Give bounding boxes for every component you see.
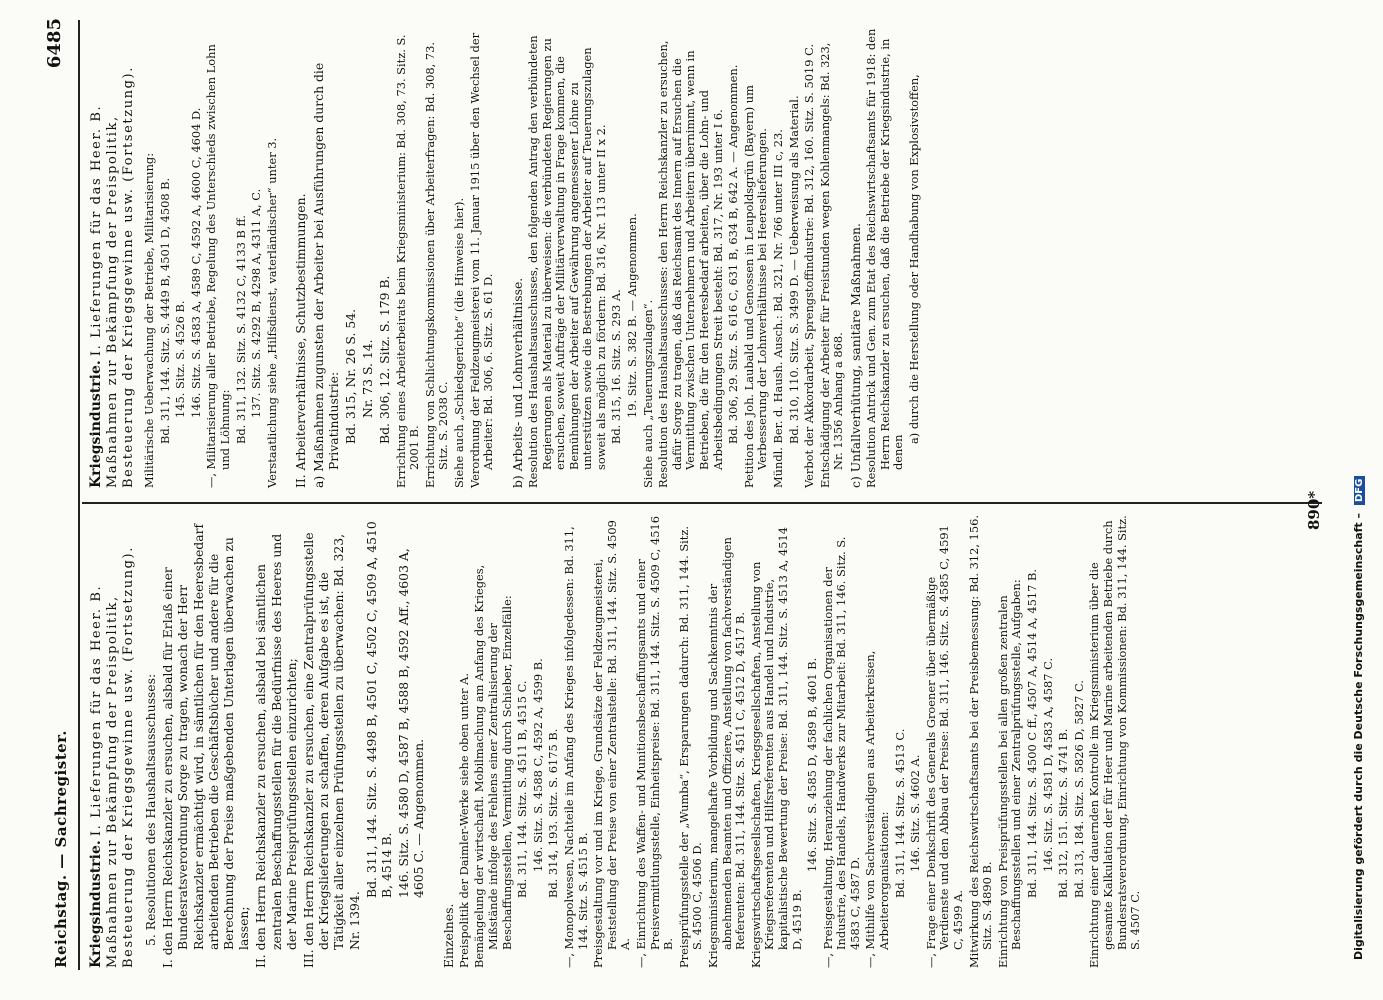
- right-entry: Resolution Antrick und Gen. zum Etat des Reichswirtschaftsamts für 1918: den Herrn Reichskanzler zu ersuchen, daß die Betriebe der Kriegsindustrie, in denen: [864, 28, 906, 488]
- right-entry: Bd. 306, 29. Sitz. S. 616 C, 631 B, 634 B, 642 A. — Angenommen.: [726, 64, 741, 444]
- right-entry: Verstaatlichung siehe „Hilfsdienst, vaterländischer“ unter 3.: [264, 137, 279, 488]
- right-entry: Nr. 73 S. 14.: [360, 339, 376, 418]
- right-entry: Mündl. Ber. d. Haush. Ausch.: Bd. 321, Nr. 766 unter III c, 23.: [771, 129, 786, 488]
- sheet-number: 890*: [1305, 490, 1323, 530]
- left-entry: I. den Herrn Reichskanzler zu ersuchen, alsbald für Erlaß einer Bundesratsverordnung Sorge zu tragen, wonach der Herr Reichskanzler ermächtigt wird, in sämtlichen für den Heeresbedarf arbeitenden Betrieben die Geschäftsbücher und andere für die Berechnung der Preise maßgebenden Unterlagen überwachen zu lassen;: [160, 523, 252, 968]
- left-entry: III. den Herrn Reichskanzler zu ersuchen, eine Zentralprüfungsstelle der Kriegslieferungen zu schaffen, deren Aufgabe es ist, die Tätigkeit aller einzelnen Prüfungsstellen zu überwachen: Bd. 323, Nr. 1394.: [301, 532, 362, 968]
- left-entry: Bd. 314, 193. Sitz. S. 6175 B.: [546, 728, 561, 898]
- right-entry: Militärische Ueberwachung der Betriebe, Militarisierung:: [142, 152, 156, 488]
- right-entry: Entschädigung der Arbeiter für Freistunden wegen Kohlenmangels: Bd. 323, Nr. 1356 Anhang a 868.: [817, 42, 846, 488]
- right-entry: II. Arbeiterverhältnisse, Schutzbestimmungen.: [293, 193, 309, 488]
- right-entry: 145. Sitz. S. 4526 B.: [173, 300, 188, 418]
- left-entry: Einrichtung einer dauernden Kontrolle im Kriegsministerium über die gesamte Kalkulation der für Heer und Marine arbeitenden Betriebe durch Bundesratsverordnung, Einrichtung von Kommissionen: Bd. 311, 144. Sitz. S. 4507 C.: [1087, 515, 1143, 968]
- column-divider: [82, 502, 1322, 504]
- right-entry: Bd. 315, Nr. 26 S. 54.: [342, 308, 358, 444]
- left-entries: [143, 513, 1143, 968]
- left-entry: [429, 513, 439, 968]
- left-entry: 146. Sitz. S. 4585 D, 4589 B, 4601 B.: [805, 657, 820, 872]
- right-entry: [498, 28, 508, 488]
- left-entry: Bd. 312, 151. Sitz. S. 4741 B.: [1056, 728, 1071, 898]
- left-entry: Einzelnes.: [440, 903, 456, 968]
- header-left: [52, 730, 70, 968]
- right-entry: Errichtung von Schlichtungskommissionen über Arbeiterfragen: Bd. 308, 73. Sitz. S. 2038 C.: [422, 42, 451, 488]
- left-entry: —, Preisgestaltung, Heranziehung der fachlichen Organisationen der Industrie, des Handels, Handwerks zur Mitarbeit: Bd. 311, 146. Sitz. S. 4583 C, 4587 D.: [820, 536, 862, 968]
- page-header: [0, 0, 80, 1000]
- right-entry: 19. Sitz. S. 382 B. — Angenommen.: [625, 213, 640, 418]
- left-entry: —, Frage einer Denkschrift des Generals Groener über übermäßige Verdienste und den Abbau der Preise: Bd. 311, 146. Sitz. S. 4585 C, 4591 C, 4599 A.: [923, 525, 966, 968]
- right-entry: b) Arbeits- und Lohnverhältnisse.: [509, 277, 525, 488]
- header-rule: [78, 20, 80, 970]
- right-entry: Verbot der Akkordarbeit, Sprengstoffindustrie: Bd. 312, 160. Sitz. S. 5019 C.: [802, 43, 817, 488]
- left-heading-bold: Kriegsindustrie.: [88, 840, 104, 968]
- left-heading: [88, 513, 137, 968]
- left-entry: Preispolitik der Daimler-Werke siehe oben unter A.: [456, 673, 471, 968]
- right-entry: Petition des Joh. Laubald und Genossen in Leupoldsgrün (Bayern) um Verbesserung der Lohnverhältnisse bei Heereslieferungen.: [741, 85, 770, 488]
- left-entry: Kriegswirtschaftsgesellschaften, Kriegsgesellschaften, Anstellung von Kriegsreferenten und Hilfsreferenten aus Handel und Industrie, kapitalistische Bewertung der Preise: Bd. 311, 144. Sitz. S. 4513 A, 4514 D, 4519 B.: [748, 527, 804, 968]
- left-entry: —, Monopolwesen, Nachteile im Anfang des Krieges infolgedessen: Bd. 311, 144. Sitz. S. 4515 B.: [562, 526, 590, 968]
- header-title: Sachregister.: [52, 730, 70, 848]
- right-entry: Bd. 306, 12. Sitz. S. 179 B.: [377, 275, 393, 444]
- right-heading-bold: Kriegsindustrie.: [88, 360, 104, 488]
- left-entry: —, Einrichtung des Waffen- und Munitionsbeschaffungsamts und einer Preisvermittlungsstelle, Einheitspreise: Bd. 311, 144. Sitz. S. 4509 C, 4516 B.: [633, 516, 676, 968]
- left-entry: Mitwirkung des Reichswirtschaftsamts bei der Preisbemessung: Bd. 312, 156. Sitz. S. 4890 B.: [966, 515, 995, 968]
- right-entry: Bd. 311, 144. Sitz. S. 4449 B, 4501 D, 4508 B.: [157, 177, 172, 444]
- right-heading-text: I. Lieferungen für das Heer. B. Maßnahmen zur Bekämpfung der Preispolitik, Besteuerung der Kriegsgewinne usw. (Fortsetzung).: [89, 66, 136, 488]
- right-entry: Resolution des Haushaltsausschusses, den folgenden Antrag den verbündeten Regierungen als Material zu überweisen: die verbündeten Regierungen zu ersuchen, soweit Aufträge der Militärverwaltung in Frage kommen, die Bemühungen der Arbeiter auf Gewährung angemessener Löhne zu unterstützen sowie die Bestrebungen der Arbeiter auf Teuerungszulagen soweit als möglich zu fördern: Bd. 316, Nr. 113 unter II x 2.: [525, 35, 608, 488]
- left-entry: Bd. 311, 144. Sitz. S. 4511 B, 4515 C.: [515, 680, 530, 898]
- left-entry: Bd. 311, 144. Sitz. S. 4500 C ff., 4507 A, 4514 A, 4517 B.: [1025, 568, 1040, 898]
- right-entry: a) durch die Herstellung oder Handhabung von Explosivstoffen,: [906, 74, 921, 444]
- left-entry: 146. Sitz. S. 4581 D, 4583 A, 4587 C.: [1040, 657, 1055, 872]
- left-entry: Bemängelung der wirtschaftl. Mobilmachung am Anfang des Krieges, Mißstände infolge des Fehlens einer Zentralisierung der Beschaffungsstellen, Vermittlung durch Schieber, Einzelfälle:: [472, 564, 514, 968]
- left-entry: Preisgestaltung vor und im Kriege, Grundsätze der Feldzeugmeisterei, Feststellung der Preise von einer Zentralstelle: Bd. 311, 144. Sitz. S. 4509 A.: [591, 520, 633, 968]
- left-entry: Preisprüfungsstelle der „Wumba“, Ersparungen dadurch: Bd. 311, 144. Sitz. S. 4500 C, 4506 D.: [676, 525, 705, 968]
- header-section: Reichstag.: [52, 874, 70, 968]
- left-entry: 5. Resolutionen des Haushaltsausschusses:: [143, 673, 158, 946]
- left-entry: 146. Sitz. S. 4602 A.: [908, 754, 923, 872]
- right-entry: Siehe auch „Teuerungszulagen“.: [640, 299, 655, 488]
- left-entry: 146. Sitz. S. 4588 C, 4592 A, 4599 B.: [530, 658, 545, 872]
- right-entry: 137. Sitz. S. 4292 B, 4298 A, 4311 A, C.: [249, 188, 264, 418]
- right-column: [88, 28, 924, 488]
- right-entry: 146. Sitz. S. 4583 A, 4589 C, 4592 A, 4600 C, 4604 D.: [188, 107, 203, 418]
- right-entry: Resolution des Haushaltsausschusses: den Herrn Reichskanzler zu ersuchen, dafür Sorge zu tragen, daß das Reichsamt des Innern auf Ersuchen die Vermittlung zwischen Unternehmern und Arbeitern übernimmt, wenn in Betrieben, die für den Heeresbedarf arbeiten, über die Lohn- und Arbeitsbedingungen Streit besteht: Bd. 317, Nr. 193 unter I 6.: [656, 40, 725, 488]
- digitization-note: [1352, 20, 1365, 960]
- right-entry: Siehe auch „Schiedsgerichte“ (die Hinweise hier).: [451, 197, 466, 488]
- page-number: 6485: [44, 18, 65, 69]
- right-entry: Verordnung der Feldzeugmeisterei vom 11. Januar 1915 über den Wechsel der Arbeiter: Bd. 306, 6. Sitz. S. 61 D.: [467, 32, 496, 488]
- left-entry: II. den Herrn Reichskanzler zu ersuchen, alsbald bei sämtlichen zentralen Beschaffungsstellen für die Bedürfnisse des Heeres und der Marine Preisprüfungsstellen einzurichten;: [253, 533, 299, 968]
- right-entry: c) Unfallverhütung, sanitäre Maßnahmen.: [847, 223, 863, 488]
- right-entries: [143, 28, 922, 488]
- right-entry: [281, 28, 291, 488]
- right-entry: Bd. 310, 110. Sitz. S. 3499 D. — Ueberweisung als Material.: [786, 95, 801, 444]
- left-column: [88, 513, 1145, 968]
- right-entry: Bd. 315, 16. Sitz. S. 293 A.: [609, 289, 624, 444]
- right-entry: Errichtung eines Arbeiterbeirats beim Kriegsministerium: Bd. 308, 73. Sitz. S. 2001 B.: [393, 34, 422, 488]
- dfg-logo: DFG: [1354, 476, 1365, 505]
- digitization-text: Digitalisierung gefördert durch die Deutsche Forschungsgemeinschaft –: [1352, 513, 1365, 960]
- left-heading-text: I. Lieferungen für das Heer. B. Maßnahmen zur Bekämpfung der Preispolitik, Besteuerung der Kriegsgewinne usw. (Fortsetzung).: [89, 546, 136, 968]
- left-entry: Einrichtung von Preisprüfungsstellen bei allen großen zentralen Beschaffungsstellen und einer Zentralprüfungsstelle, Aufgaben:: [995, 579, 1024, 968]
- left-entry: Bd. 311, 144. Sitz. S. 4513 C.: [892, 728, 907, 898]
- left-entry: 146. Sitz. S. 4580 D, 4587 B, 4588 B, 4592 Aff., 4603 A, 4605 C. — Angenommen.: [396, 548, 427, 898]
- right-entry: a) Maßnahmen zugunsten der Arbeiter bei Ausführungen durch die Privatindustrie:: [310, 62, 341, 488]
- right-entry: —, Militarisierung aller Betriebe, Regelung des Unterschieds zwischen Lohn und Löhnung:: [204, 44, 232, 488]
- left-entry: —, Mithilfe von Sachverständigen aus Arbeiterkreisen, Arbeiterorganisationen:: [863, 650, 892, 968]
- header-dash: —: [52, 853, 70, 869]
- left-entry: Bd. 311, 144. Sitz. S. 4498 B, 4501 C, 4502 C, 4509 A, 4510 B, 4514 B.: [363, 521, 395, 898]
- right-entry: Bd. 311, 132. Sitz. S. 4132 C, 4133 B ff.: [233, 215, 248, 444]
- right-heading: [88, 28, 137, 488]
- left-entry: Bd. 313, 184. Sitz. S. 5826 D, 5827 C.: [1071, 680, 1086, 898]
- left-entry: Kriegsministerium, mangelhafte Vorbildung und Sachkenntnis der abnehmenden Beamten und Offiziere, Anstellung von fachverständigen Referenten: Bd. 311, 144. Sitz. S. 4511 C, 4512 D, 4517 B.: [705, 537, 748, 968]
